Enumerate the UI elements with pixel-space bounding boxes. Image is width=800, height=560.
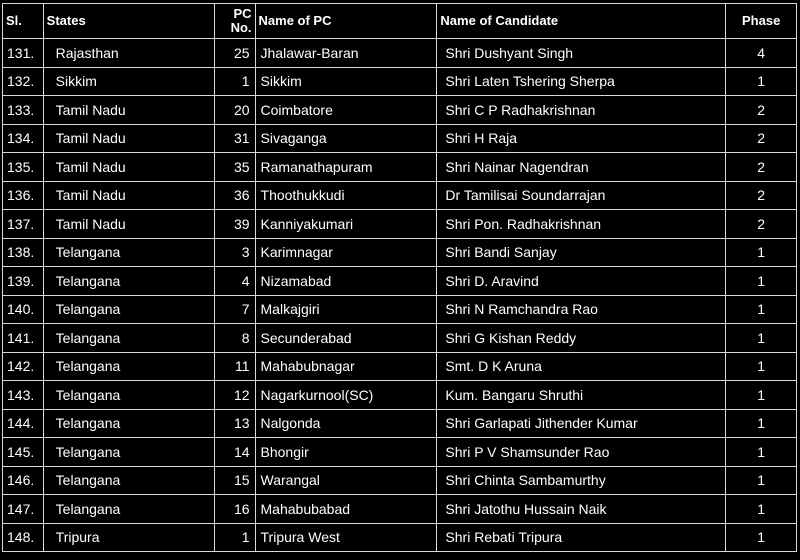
cell-pc-name: Jhalawar-Baran	[255, 39, 437, 68]
table-row	[3, 96, 797, 125]
cell-phase: 1	[726, 523, 797, 552]
header-phase: Phase	[726, 4, 797, 39]
cell-phase: 1	[726, 352, 797, 381]
cell-sl: 134.	[3, 124, 44, 153]
table-row	[3, 210, 797, 239]
cell-pc-name: Mahabubnagar	[255, 352, 437, 381]
cell-state: Tamil Nadu	[43, 153, 214, 182]
cell-candidate: Shri Laten Tshering Sherpa	[437, 67, 726, 96]
cell-phase: 1	[726, 495, 797, 524]
cell-sl: 139.	[3, 267, 44, 296]
cell-phase: 4	[726, 39, 797, 68]
cell-pc-no: 31	[214, 124, 255, 153]
cell-state: Telangana	[43, 381, 214, 410]
cell-pc-name: Coimbatore	[255, 96, 437, 125]
header-states: States	[43, 4, 214, 39]
cell-sl: 133.	[3, 96, 44, 125]
table-row	[3, 352, 797, 381]
cell-state: Telangana	[43, 438, 214, 467]
cell-phase: 1	[726, 295, 797, 324]
cell-sl: 142.	[3, 352, 44, 381]
table-row	[3, 181, 797, 210]
cell-pc-no: 36	[214, 181, 255, 210]
cell-pc-name: Bhongir	[255, 438, 437, 467]
cell-candidate: Shri Rebati Tripura	[437, 523, 726, 552]
cell-state: Telangana	[43, 324, 214, 353]
cell-pc-no: 1	[214, 523, 255, 552]
cell-state: Tamil Nadu	[43, 181, 214, 210]
cell-state: Tamil Nadu	[43, 96, 214, 125]
cell-state: Sikkim	[43, 67, 214, 96]
cell-state: Telangana	[43, 495, 214, 524]
cell-pc-name: Nagarkurnool(SC)	[255, 381, 437, 410]
cell-candidate: Shri Dushyant Singh	[437, 39, 726, 68]
candidates-table	[2, 3, 797, 552]
cell-candidate: Shri Garlapati Jithender Kumar	[437, 409, 726, 438]
cell-pc-no: 4	[214, 267, 255, 296]
cell-state: Telangana	[43, 295, 214, 324]
header-pc-no	[214, 4, 255, 39]
table-row	[3, 238, 797, 267]
cell-pc-no: 20	[214, 96, 255, 125]
cell-candidate: Shri C P Radhakrishnan	[437, 96, 726, 125]
table-body	[3, 39, 797, 552]
cell-state: Rajasthan	[43, 39, 214, 68]
cell-candidate: Shri H Raja	[437, 124, 726, 153]
cell-sl: 135.	[3, 153, 44, 182]
cell-pc-name: Kanniyakumari	[255, 210, 437, 239]
cell-pc-no: 1	[214, 67, 255, 96]
header-sl: Sl.	[3, 4, 44, 39]
cell-pc-name: Warangal	[255, 466, 437, 495]
table-row	[3, 153, 797, 182]
cell-candidate: Shri Pon. Radhakrishnan	[437, 210, 726, 239]
cell-candidate: Shri Nainar Nagendran	[437, 153, 726, 182]
cell-sl: 136.	[3, 181, 44, 210]
table-row	[3, 466, 797, 495]
cell-state: Telangana	[43, 352, 214, 381]
cell-phase: 2	[726, 181, 797, 210]
cell-sl: 137.	[3, 210, 44, 239]
cell-pc-no: 15	[214, 466, 255, 495]
header-pc-no-line1: PC	[233, 6, 252, 21]
header-pc-no-line2: No.	[230, 20, 252, 35]
cell-pc-no: 35	[214, 153, 255, 182]
cell-pc-name: Mahabubabad	[255, 495, 437, 524]
cell-phase: 1	[726, 67, 797, 96]
cell-pc-no: 3	[214, 238, 255, 267]
cell-sl: 146.	[3, 466, 44, 495]
cell-sl: 141.	[3, 324, 44, 353]
cell-candidate: Kum. Bangaru Shruthi	[437, 381, 726, 410]
cell-phase: 2	[726, 210, 797, 239]
cell-phase: 1	[726, 238, 797, 267]
cell-phase: 1	[726, 381, 797, 410]
cell-phase: 2	[726, 153, 797, 182]
cell-sl: 131.	[3, 39, 44, 68]
cell-phase: 1	[726, 409, 797, 438]
table-row	[3, 438, 797, 467]
table-row	[3, 409, 797, 438]
table-row	[3, 124, 797, 153]
cell-candidate: Shri P V Shamsunder Rao	[437, 438, 726, 467]
cell-pc-name: Malkajgiri	[255, 295, 437, 324]
cell-phase: 1	[726, 438, 797, 467]
cell-state: Tamil Nadu	[43, 124, 214, 153]
table-row	[3, 324, 797, 353]
cell-phase: 1	[726, 324, 797, 353]
cell-sl: 148.	[3, 523, 44, 552]
cell-candidate: Shri Bandi Sanjay	[437, 238, 726, 267]
cell-pc-no: 14	[214, 438, 255, 467]
cell-pc-name: Ramanathapuram	[255, 153, 437, 182]
cell-sl: 140.	[3, 295, 44, 324]
header-pc-name: Name of PC	[255, 4, 437, 39]
cell-state: Telangana	[43, 238, 214, 267]
cell-candidate: Smt. D K Aruna	[437, 352, 726, 381]
cell-pc-name: Sikkim	[255, 67, 437, 96]
cell-sl: 147.	[3, 495, 44, 524]
table-row	[3, 295, 797, 324]
cell-pc-no: 13	[214, 409, 255, 438]
cell-pc-name: Nizamabad	[255, 267, 437, 296]
table-header	[3, 4, 797, 39]
cell-candidate: Shri Jatothu Hussain Naik	[437, 495, 726, 524]
cell-phase: 1	[726, 466, 797, 495]
cell-sl: 145.	[3, 438, 44, 467]
cell-pc-name: Sivaganga	[255, 124, 437, 153]
cell-state: Tamil Nadu	[43, 210, 214, 239]
cell-state: Telangana	[43, 409, 214, 438]
cell-pc-no: 8	[214, 324, 255, 353]
table-row	[3, 39, 797, 68]
cell-candidate: Shri G Kishan Reddy	[437, 324, 726, 353]
table-row	[3, 67, 797, 96]
cell-candidate: Shri N Ramchandra Rao	[437, 295, 726, 324]
table-row	[3, 381, 797, 410]
header-row	[3, 4, 797, 39]
cell-pc-name: Thoothukkudi	[255, 181, 437, 210]
cell-pc-name: Secunderabad	[255, 324, 437, 353]
cell-phase: 2	[726, 96, 797, 125]
cell-phase: 1	[726, 267, 797, 296]
cell-pc-no: 11	[214, 352, 255, 381]
cell-pc-name: Tripura West	[255, 523, 437, 552]
table-row	[3, 495, 797, 524]
cell-state: Telangana	[43, 466, 214, 495]
cell-sl: 138.	[3, 238, 44, 267]
cell-sl: 144.	[3, 409, 44, 438]
cell-candidate: Shri D. Aravind	[437, 267, 726, 296]
table-row	[3, 267, 797, 296]
cell-pc-no: 25	[214, 39, 255, 68]
cell-sl: 132.	[3, 67, 44, 96]
cell-pc-name: Nalgonda	[255, 409, 437, 438]
cell-pc-name: Karimnagar	[255, 238, 437, 267]
cell-pc-no: 16	[214, 495, 255, 524]
cell-candidate: Dr Tamilisai Soundarrajan	[437, 181, 726, 210]
table-row	[3, 523, 797, 552]
cell-phase: 2	[726, 124, 797, 153]
cell-pc-no: 39	[214, 210, 255, 239]
cell-candidate: Shri Chinta Sambamurthy	[437, 466, 726, 495]
cell-state: Tripura	[43, 523, 214, 552]
cell-pc-no: 12	[214, 381, 255, 410]
cell-state: Telangana	[43, 267, 214, 296]
cell-sl: 143.	[3, 381, 44, 410]
header-candidate: Name of Candidate	[437, 4, 726, 39]
cell-pc-no: 7	[214, 295, 255, 324]
